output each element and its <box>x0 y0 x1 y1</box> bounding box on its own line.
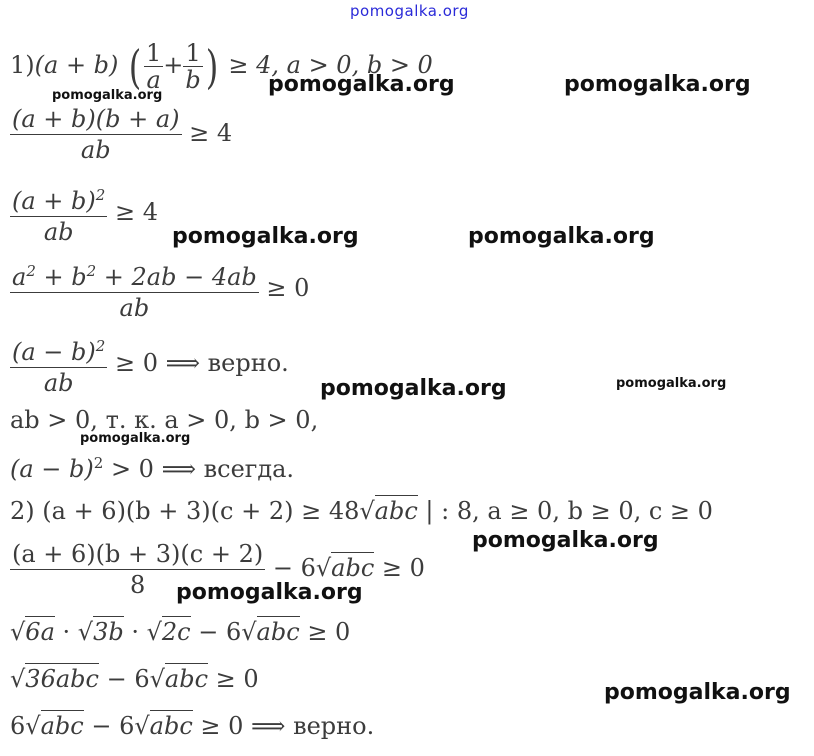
dot: · <box>54 618 78 646</box>
watermark: pomogalka.org <box>472 528 659 553</box>
watermark: pomogalka.org <box>468 224 655 249</box>
rel-ge4: ≥ 4 <box>189 119 233 147</box>
square-base: (a − b) <box>10 455 94 483</box>
dot: · <box>123 618 147 646</box>
conclusion-true: ≥ 0 ⟹ верно. <box>192 712 375 740</box>
rel-ge4: ≥ 4 <box>114 198 158 226</box>
watermark: pomogalka.org <box>172 224 359 249</box>
frac-num: $a^2 + b^2 + 2ab - 4ab$ <box>12 262 257 291</box>
conclusion-true: ≥ 0 ⟹ верно. <box>114 349 289 377</box>
frac-den: ab <box>10 216 107 247</box>
sqrt-6a: √6a <box>10 618 55 646</box>
frac-num: $(a + b)^2$ <box>12 186 106 215</box>
line-10 <box>10 617 350 647</box>
sqrt-abc: √abc <box>149 665 209 693</box>
item-1-prefix: 1) <box>10 51 35 79</box>
watermark-small: pomogalka.org <box>52 88 163 103</box>
rel-ge0: ≥ 0 <box>307 618 351 646</box>
frac-num: 1 <box>146 39 162 67</box>
line-12 <box>10 711 374 741</box>
sqrt-36abc: √36abc <box>10 665 99 693</box>
watermark: pomogalka.org <box>176 580 363 605</box>
frac-den: ab <box>10 367 107 398</box>
frac-den: a <box>144 66 163 93</box>
watermark: pomogalka.org <box>320 376 507 401</box>
frac-den: ab <box>10 134 182 165</box>
sqrt-abc: √abc <box>25 712 84 740</box>
fraction-2 <box>10 104 182 165</box>
fraction-5 <box>10 331 107 398</box>
line-11 <box>10 664 259 694</box>
frac-1-over-a <box>144 40 163 93</box>
left-paren: ( <box>128 39 142 94</box>
line-5 <box>10 331 289 398</box>
rel-ge0: ≥ 0 <box>381 554 425 582</box>
exponent: 2 <box>93 454 104 472</box>
site-header-watermark: pomogalka.org <box>350 2 469 20</box>
watermark: pomogalka.org <box>604 680 791 705</box>
frac-den: ab <box>10 292 259 323</box>
minus-six: − 6 <box>265 554 316 582</box>
conclusion-always: > 0 ⟹ всегда. <box>103 455 295 483</box>
sqrt-3b: √3b <box>77 618 124 646</box>
rel-ge0: ≥ 0 <box>266 274 310 302</box>
plus: + <box>163 51 184 79</box>
line-2 <box>10 104 232 165</box>
item-2-inequality: 2) (a + 6)(b + 3)(c + 2) ≥ 48 <box>10 497 360 525</box>
minus-six: − 6 <box>190 618 242 646</box>
sqrt-abc: √abc <box>359 497 418 525</box>
watermark: pomogalka.org <box>564 72 751 97</box>
watermark: pomogalka.org <box>268 72 455 97</box>
sqrt-abc: √abc <box>315 554 375 582</box>
minus-six: − 6 <box>98 665 150 693</box>
frac-num: (a + b)(b + a) <box>12 105 180 133</box>
line-4 <box>10 256 309 323</box>
right-paren: ) <box>205 39 219 94</box>
frac-num: (a + 6)(b + 3)(c + 2) <box>12 540 264 568</box>
l1-sum: (a + b) <box>34 51 119 79</box>
l1-conditions: ≥ 4, a > 0, b > 0 <box>228 51 433 79</box>
fraction-3 <box>10 180 107 247</box>
frac-num: $(a - b)^2$ <box>12 337 106 366</box>
sqrt-abc: √abc <box>241 618 300 646</box>
frac-1-over-b <box>183 40 202 93</box>
minus-six: − 6 <box>83 712 135 740</box>
line-8 <box>10 496 713 526</box>
condition-text: ab > 0, т. к. a > 0, b > 0, <box>10 406 319 434</box>
frac-den: 8 <box>10 569 265 600</box>
frac-num: 1 <box>185 39 201 67</box>
rel-ge0: ≥ 0 <box>215 665 259 693</box>
watermark-small: pomogalka.org <box>616 376 727 391</box>
item-2-conditions: | : 8, a ≥ 0, b ≥ 0, c ≥ 0 <box>417 497 713 525</box>
sqrt-abc: √abc <box>134 712 193 740</box>
watermark-small: pomogalka.org <box>80 431 191 446</box>
line-7 <box>10 448 294 484</box>
sqrt-2c: √2c <box>146 618 191 646</box>
fraction-4 <box>10 256 259 323</box>
frac-den: b <box>185 66 201 94</box>
line-3 <box>10 180 158 247</box>
six: 6 <box>10 712 26 740</box>
